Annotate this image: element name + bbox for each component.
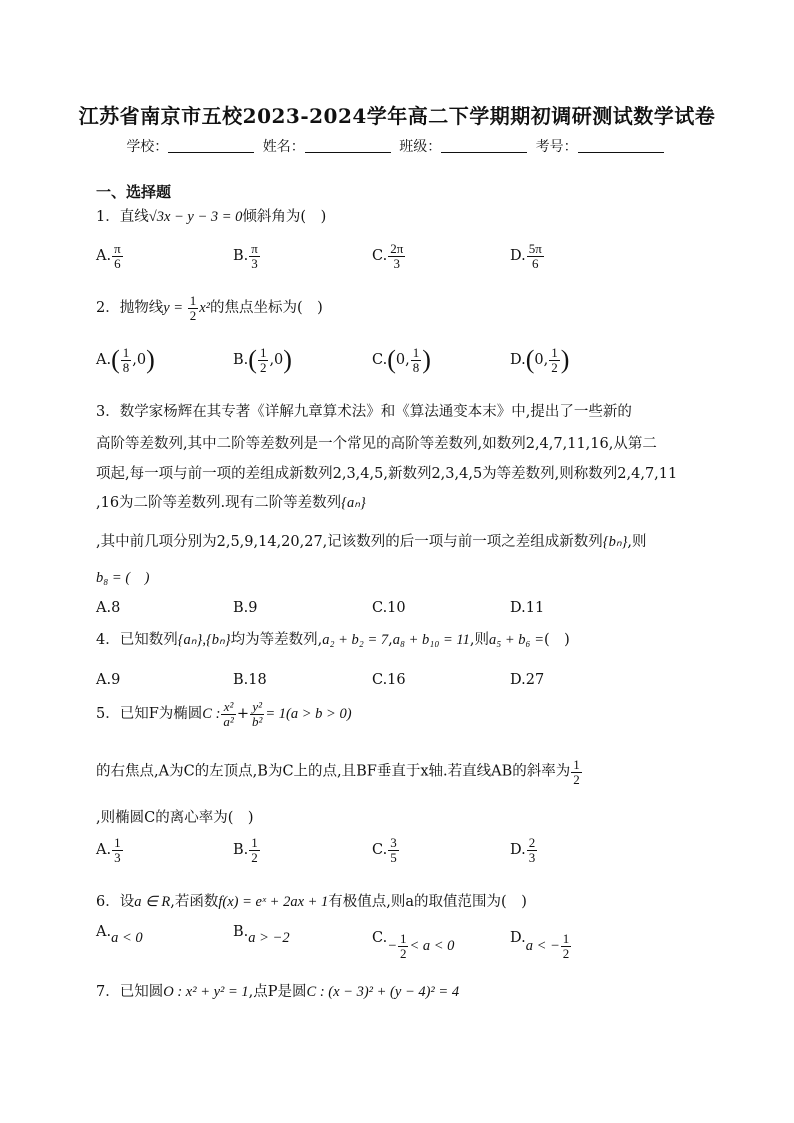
q4-option-b[interactable]: B.18 bbox=[233, 672, 267, 688]
section-heading: 一、选择题 bbox=[96, 183, 172, 201]
question-5: 5．已知F为椭圆C : $\frac{\text{x²}}{\text{a²}}$ + $\frac{\text{y²}}{\text{b²}}$ = 1(a > b > 0) bbox=[96, 699, 352, 729]
q3-line-5: ,其中前几项分别为2,5,9,14,20,27,记该数列的后一项与前一项之差组成新数列{bₙ},则 bbox=[96, 534, 647, 550]
q2-option-c[interactable]: C.(0, $\frac{1}{8}$ ) bbox=[372, 344, 431, 375]
q1-stem: 1．直线 bbox=[96, 209, 149, 225]
q5-option-d[interactable]: D. $\frac{2}{3}$ bbox=[510, 835, 536, 865]
q5-line-3: ,则椭圆C的离心率为( ) bbox=[96, 810, 254, 826]
q5-option-b[interactable]: B. $\frac{1}{2}$ bbox=[233, 835, 258, 865]
q3-option-c[interactable]: C.10 bbox=[372, 600, 406, 616]
q3-option-b[interactable]: B.9 bbox=[233, 600, 258, 616]
q3-line-6: b₈ = ( ) bbox=[96, 570, 150, 586]
q2-option-d[interactable]: D.(0, $\frac{1}{2}$ ) bbox=[510, 344, 570, 375]
question-4: 4．已知数列{aₙ},{bₙ}均为等差数列,a₂ + b₂ = 7,a₈ + b₁₀ = 11,则a₅ + b₆ =( ) bbox=[96, 632, 570, 648]
question-1 bbox=[96, 205, 326, 226]
q1-option-b[interactable]: B. $\frac{\pi}{3}$ bbox=[233, 241, 258, 271]
question-2: 2．抛物线y = $\frac{1}{2}$ x²的焦点坐标为( ) bbox=[96, 293, 323, 323]
q2-option-b[interactable]: B.( $\frac{1}{2}$ ,0) bbox=[233, 344, 292, 375]
name-label: 姓名： bbox=[262, 139, 305, 155]
q2-option-a[interactable]: A.( $\frac{1}{8}$ ,0) bbox=[96, 344, 155, 375]
q5-option-c[interactable]: C. $\frac{3}{5}$ bbox=[372, 835, 397, 865]
q4-option-c[interactable]: C.16 bbox=[372, 672, 406, 688]
q1-option-a[interactable]: A. $\frac{\pi}{6}$ bbox=[96, 241, 121, 271]
class-label: 班级： bbox=[399, 139, 442, 155]
number-label: 考号： bbox=[535, 139, 578, 155]
exam-title: 江苏省南京市五校2023-2024学年高二下学期期初调研测试数学试卷 bbox=[78, 104, 716, 128]
question-6: 6．设a ∈ R,若函数f(x) = eˣ + 2ax + 1有极值点,则a的取值范围为( ) bbox=[96, 894, 527, 910]
number-blank[interactable] bbox=[578, 138, 664, 153]
q6-option-b[interactable]: B.a > −2 bbox=[233, 924, 290, 946]
q6-option-d[interactable]: D.a < − $\frac{1}{2}$ bbox=[510, 930, 570, 961]
q3-option-d[interactable]: D.11 bbox=[510, 600, 545, 616]
name-blank[interactable] bbox=[305, 138, 391, 153]
q1-equation: √3x − y − 3 = 0 bbox=[148, 209, 243, 225]
q6-option-c[interactable]: C.− $\frac{1}{2}$ < a < 0 bbox=[372, 930, 455, 961]
q3-line-1: 3．数学家杨辉在其专著《详解九章算术法》和《算法通变本末》中,提出了一些新的 bbox=[96, 404, 632, 420]
school-label: 学校： bbox=[126, 139, 169, 155]
q5-line-2: 的右焦点,A为C的左顶点,B为C上的点,且BF垂直于x轴.若直线AB的斜率为 $\frac{1}{2}$ bbox=[96, 757, 580, 787]
q1-option-c[interactable]: C. $\frac{2\pi}{3}$ bbox=[372, 241, 404, 271]
school-blank[interactable] bbox=[168, 138, 254, 153]
q3-line-3: 项起,每一项与前一项的差组成新数列2,3,4,5,新数列2,3,4,5为等差数列,则称数列2,4,7,11 bbox=[96, 466, 678, 482]
student-info-row bbox=[0, 136, 794, 156]
q3-line-2: 高阶等差数列,其中二阶等差数列是一个常见的高阶等差数列,如数列2,4,7,11,16,从第二 bbox=[96, 436, 657, 452]
q4-option-d[interactable]: D.27 bbox=[510, 672, 545, 688]
q3-option-a[interactable]: A.8 bbox=[96, 600, 121, 616]
class-blank[interactable] bbox=[441, 138, 527, 153]
q3-line-4: ,16为二阶等差数列.现有二阶等差数列{aₙ} bbox=[96, 495, 366, 511]
q4-option-a[interactable]: A.9 bbox=[96, 672, 121, 688]
q2-stem: 2．抛物线 bbox=[96, 300, 164, 317]
q6-option-a[interactable]: A.a < 0 bbox=[96, 924, 143, 946]
question-7: 7．已知圆O : x² + y² = 1,点P是圆C : (x − 3)² + (y − 4)² = 4 bbox=[96, 984, 460, 1000]
q5-option-a[interactable]: A. $\frac{1}{3}$ bbox=[96, 835, 121, 865]
q1-tail: 倾斜角为( ) bbox=[242, 209, 327, 225]
q1-option-d[interactable]: D. $\frac{5\pi}{6}$ bbox=[510, 241, 542, 271]
